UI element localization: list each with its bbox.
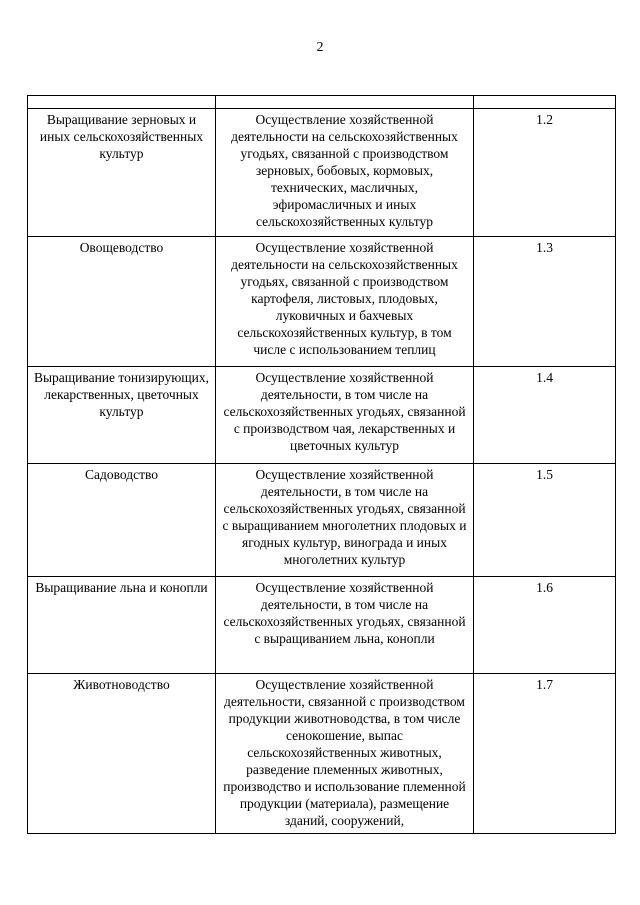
header-cell xyxy=(474,96,616,109)
land-use-code: 1.2 xyxy=(474,109,616,237)
header-cell xyxy=(28,96,216,109)
land-use-description: Осуществление хозяйственной деятельности, связанной с производством продукции животноводства, в том числе сенокошение, выпас сельскохозяйственных животных, разведение племенных животных, производство и использование племенной продукции (материала), размещение зданий, сооружений, xyxy=(216,674,474,834)
land-use-description: Осуществление хозяйственной деятельности, в том числе на сельскохозяйственных угодьях, связанной с выращиванием льна, конопли xyxy=(216,577,474,674)
land-use-description: Осуществление хозяйственной деятельности на сельскохозяйственных угодьях, связанной с производством зерновых, бобовых, кормовых, технических, масличных, эфиромасличных и иных сельскохозяйственных культур xyxy=(216,109,474,237)
land-use-description: Осуществление хозяйственной деятельности, в том числе на сельскохозяйственных угодьях, связанной с выращиванием многолетних плодовых и ягодных культур, винограда и иных многолетних культур xyxy=(216,464,474,577)
table-header-row xyxy=(28,96,616,109)
header-cell xyxy=(216,96,474,109)
land-use-code: 1.5 xyxy=(474,464,616,577)
land-use-name: Садоводство xyxy=(28,464,216,577)
table-row xyxy=(28,674,616,834)
land-use-name: Выращивание зерновых и иных сельскохозяйственных культур xyxy=(28,109,216,237)
land-use-description: Осуществление хозяйственной деятельности, в том числе на сельскохозяйственных угодьях, связанной с производством чая, лекарственных и цветочных культур xyxy=(216,367,474,464)
table-row xyxy=(28,577,616,674)
land-use-name: Выращивание льна и конопли xyxy=(28,577,216,674)
land-use-code: 1.4 xyxy=(474,367,616,464)
table-row xyxy=(28,464,616,577)
land-use-description: Осуществление хозяйственной деятельности на сельскохозяйственных угодьях, связанной с производством картофеля, листовых, плодовых, луковичных и бахчевых сельскохозяйственных культур, в том числе с использованием теплиц xyxy=(216,237,474,367)
table-row xyxy=(28,109,616,237)
land-use-table xyxy=(27,95,616,834)
table-row xyxy=(28,367,616,464)
land-use-name: Выращивание тонизирующих, лекарственных, цветочных культур xyxy=(28,367,216,464)
land-use-name: Животноводство xyxy=(28,674,216,834)
land-use-name: Овощеводство xyxy=(28,237,216,367)
table-row xyxy=(28,237,616,367)
land-use-code: 1.7 xyxy=(474,674,616,834)
page-number: 2 xyxy=(316,40,324,55)
land-use-code: 1.3 xyxy=(474,237,616,367)
land-use-code: 1.6 xyxy=(474,577,616,674)
